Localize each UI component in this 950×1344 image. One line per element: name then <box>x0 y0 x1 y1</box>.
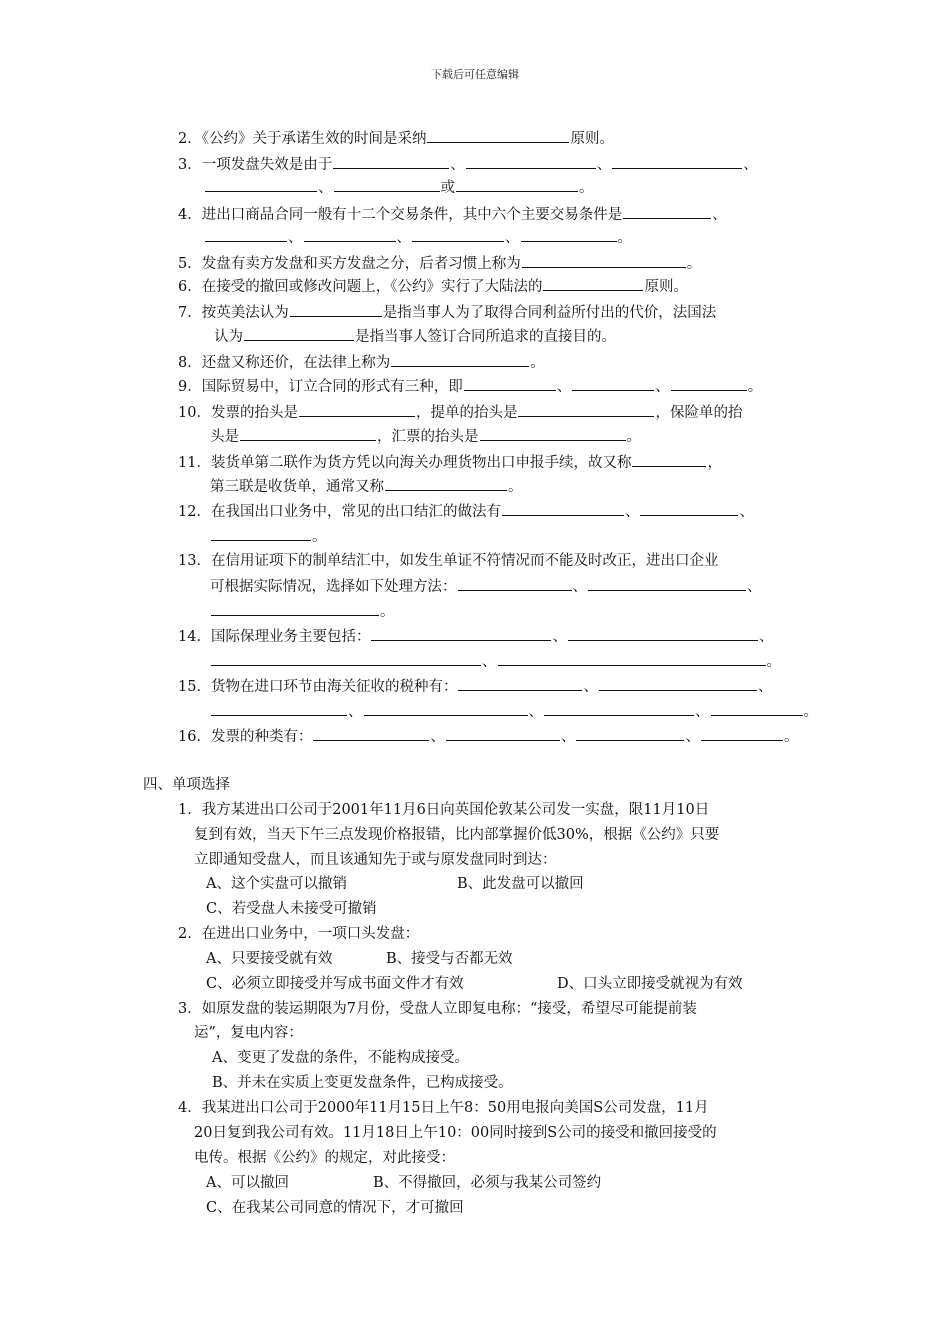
mc-q1-line2: 复到有效，当天下午三点发现价格报错，比内部掌握价低30%，根据《公约》只要 <box>194 827 720 843</box>
blank[interactable] <box>205 177 317 192</box>
blank[interactable] <box>364 701 528 716</box>
blank[interactable] <box>211 651 481 666</box>
mc-q1-line3: 立即通知受盘人，而且该通知先于或与原发盘同时到达： <box>194 852 557 868</box>
page-header: 下载后可任意编辑 <box>431 68 519 81</box>
mc-q3-option-b[interactable]: B、并未在实质上变更发盘条件，已构成接受。 <box>212 1075 513 1091</box>
mc-q3-option-a[interactable]: A、变更了发盘的条件，不能构成接受。 <box>212 1050 469 1066</box>
blank[interactable] <box>211 601 379 616</box>
blank[interactable] <box>572 376 654 391</box>
blank[interactable] <box>711 701 803 716</box>
fill-question-10: 10．发票的抬头是 ，提单的抬头是 ，保险单的抬 <box>178 402 742 423</box>
blank[interactable] <box>588 576 746 591</box>
mc-q1-line1: 1．我方某进出口公司于2001年11月6日向英国伦敦某公司发一实盘，限11月10日 <box>178 802 710 818</box>
blank[interactable] <box>521 227 617 242</box>
fill-question-10-cont: 头是 ，汇票的抬头是 。 <box>210 426 641 447</box>
mc-q4-option-b[interactable]: B、不得撤回，必须与我某公司签约 <box>373 1175 602 1191</box>
fill-question-5: 5．发盘有卖方发盘和买方发盘之分，后者习惯上称为 。 <box>178 253 701 274</box>
fill-question-13-cont: 可根据实际情况，选择如下处理方法： 、 、 <box>210 576 762 597</box>
mc-q4-option-c[interactable]: C、在我某公司同意的情况下，才可撤回 <box>206 1200 464 1216</box>
fill-question-12-cont: 。 <box>210 526 327 547</box>
fill-question-14-cont: 、 。 <box>210 651 781 672</box>
blank[interactable] <box>299 402 415 417</box>
blank[interactable] <box>612 154 742 169</box>
fill-question-11: 11．装货单第二联作为货方凭以向海关办理货物出口申报手续，故又称 ， <box>178 452 722 473</box>
fill-question-15-cont: 、 、 、 。 <box>210 701 818 722</box>
blank[interactable] <box>290 302 382 317</box>
fill-question-12: 12．在我国出口业务中，常见的出口结汇的做法有 、 、 <box>178 501 754 522</box>
mc-q2-option-c[interactable]: C、必须立即接受并写成书面文件才有效 <box>206 976 464 992</box>
blank[interactable] <box>623 204 711 219</box>
fill-question-13-cont2: 。 <box>210 601 395 622</box>
blank[interactable] <box>334 177 440 192</box>
blank[interactable] <box>391 352 529 367</box>
mc-q2-option-d[interactable]: D、口头立即接受就视为有效 <box>557 976 743 992</box>
section-4-title: 四、单项选择 <box>143 777 230 793</box>
blank[interactable] <box>244 326 354 341</box>
mc-q4-line3: 电传。根据《公约》的规定，对此接受： <box>194 1150 455 1166</box>
blank[interactable] <box>576 726 684 741</box>
mc-q2-option-a[interactable]: A、只要接受就有效 <box>206 951 333 967</box>
fill-question-8: 8．还盘又称还价，在法律上称为 。 <box>178 352 545 373</box>
blank[interactable] <box>446 726 560 741</box>
blank[interactable] <box>456 177 578 192</box>
fill-question-11-cont: 第三联是收货单，通常又称 。 <box>210 476 523 497</box>
blank[interactable] <box>427 128 569 143</box>
blank[interactable] <box>522 253 686 268</box>
mc-q3-line1: 3．如原发盘的装运期限为7月份，受盘人立即复电称：“接受，希望尽可能提前装 <box>178 1001 697 1017</box>
mc-q2-line1: 2．在进出口业务中，一项口头发盘： <box>178 926 420 942</box>
blank[interactable] <box>304 227 396 242</box>
blank[interactable] <box>599 676 757 691</box>
mc-q4-line2: 20日复到我公司有效。11月18日上午10：00同时接到S公司的接受和撤回接受的 <box>194 1125 717 1141</box>
mc-q4-line1: 4．我某进出口公司于2000年11月15日上午8：50用电报向美国S公司发盘，11月 <box>178 1100 709 1116</box>
mc-q2-option-b[interactable]: B、接受与否都无效 <box>386 951 513 967</box>
fill-question-4-cont: 、 、 、 。 <box>204 227 632 248</box>
blank[interactable] <box>543 276 643 291</box>
blank[interactable] <box>371 626 551 641</box>
mc-q1-option-b[interactable]: B、此发盘可以撤回 <box>457 876 584 892</box>
fill-question-7: 7．按英美法认为 是指当事人为了取得合同利益所付出的代价，法国法 <box>178 302 716 323</box>
blank[interactable] <box>544 701 694 716</box>
blank[interactable] <box>632 452 706 467</box>
blank[interactable] <box>502 501 624 516</box>
fill-question-14: 14．国际保理业务主要包括： 、 、 <box>178 626 773 647</box>
blank[interactable] <box>458 676 582 691</box>
blank[interactable] <box>466 154 596 169</box>
blank[interactable] <box>480 426 626 441</box>
fill-question-2: 2．《公约》关于承诺生效的时间是采纳 原则。 <box>178 128 614 149</box>
blank[interactable] <box>240 426 376 441</box>
fill-question-7-cont: 认为 是指当事人签订合同所追求的直接目的。 <box>214 326 616 347</box>
blank[interactable] <box>640 501 738 516</box>
blank[interactable] <box>458 576 572 591</box>
blank[interactable] <box>205 227 287 242</box>
blank[interactable] <box>518 402 654 417</box>
blank[interactable] <box>671 376 747 391</box>
blank[interactable] <box>385 476 507 491</box>
mc-q1-option-a[interactable]: A、这个实盘可以撤销 <box>206 876 347 892</box>
blank[interactable] <box>701 726 783 741</box>
fill-question-3-cont: 、 或 。 <box>204 177 594 198</box>
mc-q4-option-a[interactable]: A、可以撤回 <box>206 1175 289 1191</box>
blank[interactable] <box>333 154 449 169</box>
fill-question-9: 9．国际贸易中，订立合同的形式有三种，即 、 、 。 <box>178 376 762 397</box>
fill-question-16: 16．发票的种类有： 、 、 、 。 <box>178 726 798 747</box>
fill-question-15: 15．货物在进口环节由海关征收的税种有： 、 、 <box>178 676 772 697</box>
blank[interactable] <box>211 701 347 716</box>
fill-question-4: 4．进出口商品合同一般有十二个交易条件，其中六个主要交易条件是 、 <box>178 204 727 225</box>
blank[interactable] <box>412 227 504 242</box>
fill-question-13: 13．在信用证项下的制单结汇中，如发生单证不符情况而不能及时改正，进出口企业 <box>178 553 719 569</box>
mc-q1-option-c[interactable]: C、若受盘人未接受可撤销 <box>206 901 377 917</box>
blank[interactable] <box>498 651 766 666</box>
blank[interactable] <box>464 376 556 391</box>
fill-question-6: 6．在接受的撤回或修改问题上，《公约》实行了大陆法的 原则。 <box>178 276 688 297</box>
blank[interactable] <box>211 526 311 541</box>
blank[interactable] <box>313 726 429 741</box>
fill-question-3: 3．一项发盘失效是由于 、 、 、 <box>178 154 758 175</box>
blank[interactable] <box>568 626 758 641</box>
mc-q3-line2: 运”，复电内容： <box>194 1025 303 1041</box>
